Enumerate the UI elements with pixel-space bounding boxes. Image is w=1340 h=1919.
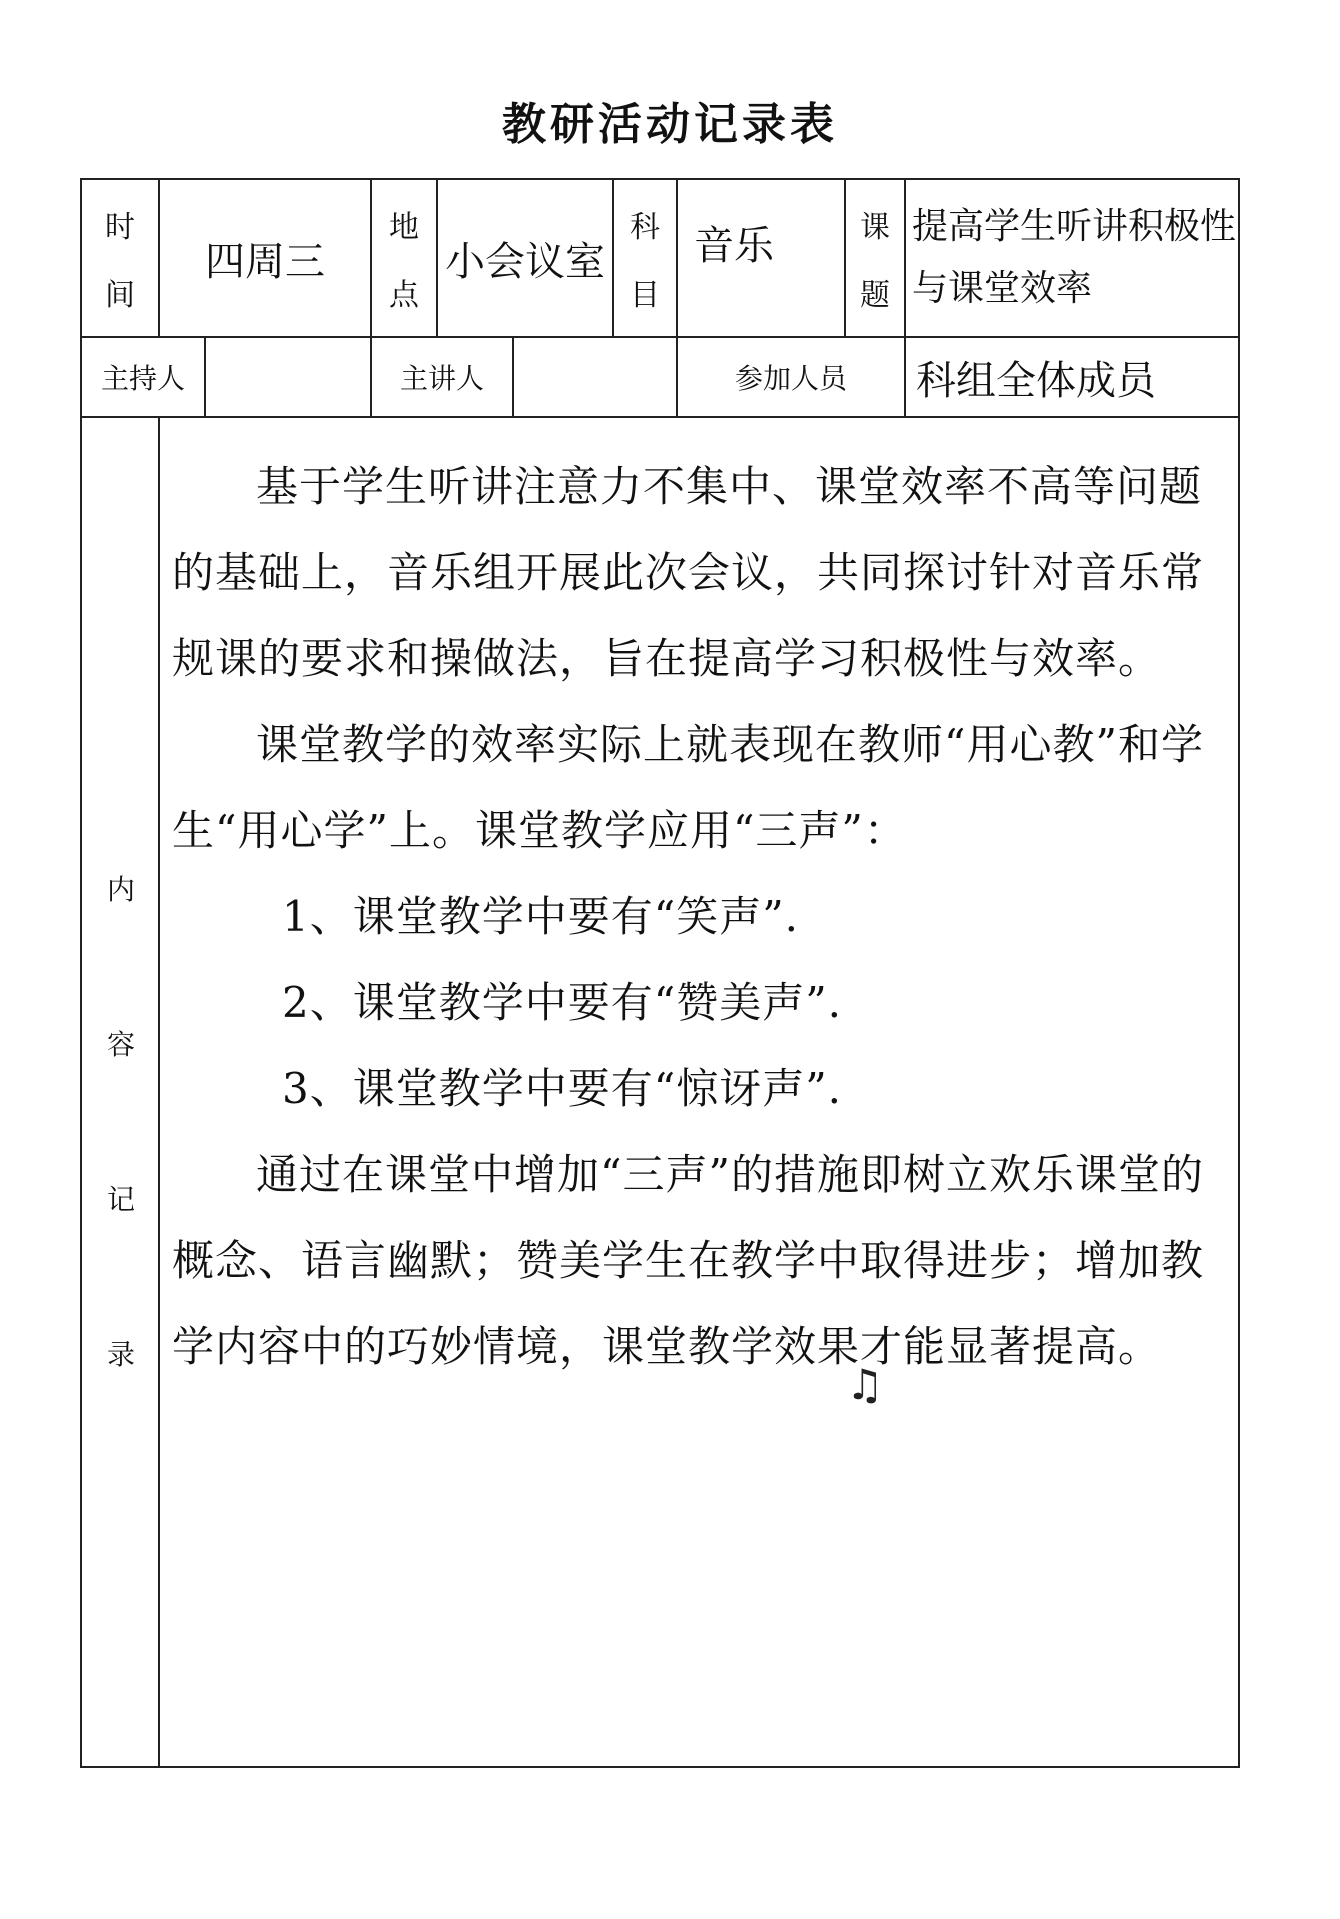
subject-label-char-2: 目 bbox=[630, 278, 660, 313]
participants-label: 参加人员 bbox=[678, 338, 906, 416]
speaker-label: 主讲人 bbox=[372, 338, 514, 416]
topic-label-char-1: 课 bbox=[860, 210, 890, 245]
subject-label bbox=[614, 180, 678, 336]
place-label-char-1: 地 bbox=[389, 210, 419, 245]
content-body bbox=[172, 444, 1232, 1390]
participants-value: 科组全体成员 bbox=[916, 357, 1156, 404]
music-note-icon: ♫ bbox=[846, 1360, 884, 1409]
time-label-char-1: 时 bbox=[105, 210, 135, 245]
content-paragraph-1: 基于学生听讲注意力不集中、课堂效率不高等问题的基础上，音乐组开展此次会议，共同探讨针对音乐常规课的要求和操做法，旨在提高学习积极性与效率。 bbox=[172, 462, 1205, 683]
content-item-3: 3、课堂教学中要有“惊讶声”. bbox=[282, 1064, 843, 1113]
host-label: 主持人 bbox=[82, 338, 206, 416]
content-label-char-4: 录 bbox=[106, 1338, 135, 1371]
participants-row bbox=[82, 338, 1238, 418]
header-row bbox=[82, 180, 1238, 338]
page-title: 教研活动记录表 bbox=[502, 99, 838, 150]
record-table bbox=[80, 178, 1240, 1768]
subject-value: 音乐 bbox=[678, 180, 846, 336]
speaker-value bbox=[514, 338, 678, 416]
topic-label bbox=[846, 180, 906, 336]
content-label-char-2: 容 bbox=[106, 1028, 135, 1061]
subject-label-char-1: 科 bbox=[630, 210, 660, 245]
time-value: 四周三 bbox=[160, 180, 372, 336]
content-paragraph-3: 通过在课堂中增加“三声”的措施即树立欢乐课堂的概念、语言幽默；赞美学生在教学中取得进步；增加教学内容中的巧妙情境，课堂教学效果才能显著提高。 bbox=[172, 1150, 1205, 1371]
topic-value: 提高学生听讲积极性与课堂效率 bbox=[912, 206, 1237, 309]
content-label bbox=[82, 418, 160, 1768]
content-item-2: 2、课堂教学中要有“赞美声”. bbox=[282, 978, 843, 1027]
place-label bbox=[372, 180, 438, 336]
content-record bbox=[82, 418, 1238, 1768]
topic-label-char-2: 题 bbox=[860, 278, 890, 313]
host-value bbox=[206, 338, 372, 416]
time-label-char-2: 间 bbox=[105, 278, 135, 313]
content-label-char-3: 记 bbox=[106, 1183, 135, 1216]
content-paragraph-2: 课堂教学的效率实际上就表现在教师“用心教”和学生“用心学”上。课堂教学应用“三声”： bbox=[172, 720, 1204, 855]
content-item-1: 1、课堂教学中要有“笑声”. bbox=[282, 892, 800, 941]
content-label-char-1: 内 bbox=[106, 873, 135, 906]
place-label-char-2: 点 bbox=[389, 278, 419, 313]
place-value: 小会议室 bbox=[438, 180, 614, 336]
time-label bbox=[82, 180, 160, 336]
